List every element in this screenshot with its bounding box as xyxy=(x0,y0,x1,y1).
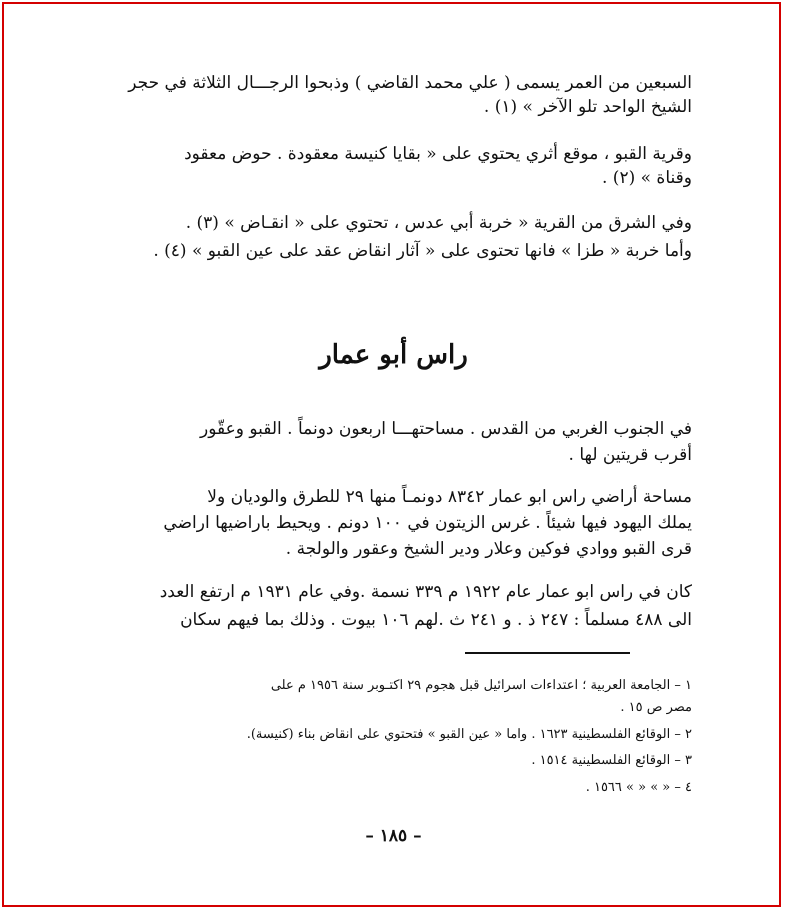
population-paragraph-line-2: الى ٤٨٨ مسلماً : ٢٤٧ ذ . و ٢٤١ ث .لهم ١٠٦ بيوت . وذلك بما فيهم سكان xyxy=(180,610,692,630)
east-paragraph-line-1: وفي الشرق من القرية « خربة أبي عدس ، تحتوي على « انقـاض » (٣) . xyxy=(185,213,692,233)
qabu-paragraph-line-2: وقناة » (٢) . xyxy=(602,168,692,188)
footnote-1-line-1: ١ – الجامعة العربية ؛ اعتداءات اسرائيل قبل هجوم ٢٩ اكتـوبر سنة ١٩٥٦ م على xyxy=(270,678,692,693)
area-paragraph-line-3: قرى القبو ووادي فوكين وعلار ودير الشيخ وعقور والولجة . xyxy=(285,539,692,559)
area-paragraph-line-1: مساحة أراضي راس ابو عمار ٨٣٤٢ دونمـاً منها ٢٩ للطرق والوديان ولا xyxy=(207,487,692,507)
section-heading: راس أبو عمار xyxy=(319,340,468,370)
area-paragraph-line-2: يملك اليهود فيها شيئاً . غرس الزيتون في ١٠٠ دونم . ويحيط باراضيها اراضي xyxy=(163,513,692,533)
page-number: – ١٨٥ – xyxy=(365,826,422,846)
footnote-1-line-2: مصر ص ١٥ . xyxy=(620,700,692,715)
footnote-separator xyxy=(465,652,630,654)
footnote-2: ٢ – الوقائع الفلسطينية ١٦٢٣ . واما « عين القبو » فتحتوي على انقاض بناء (كنيسة). xyxy=(246,727,692,742)
footnote-3: ٣ – الوقائع الفلسطينية ١٥١٤ . xyxy=(531,753,692,768)
east-paragraph-line-2: وأما خربة « طزا » فانها تحتوى على « آثار انقاض عقد على عين القبو » (٤) . xyxy=(153,241,692,261)
qabu-paragraph-line-1: وقرية القبو ، موقع أثري يحتوي على « بقايا كنيسة معقودة . حوض معقود xyxy=(184,144,692,164)
footnote-4: ٤ – « » « » ١٥٦٦ . xyxy=(585,780,692,795)
top-paragraph-line-2: الشيخ الواحد تلو الآخر » (١) . xyxy=(483,97,692,117)
top-paragraph-line-1: السبعين من العمر يسمى ( علي محمد القاضي ) وذبحوا الرجـــال الثلاثة في حجر xyxy=(128,73,692,93)
location-paragraph-line-2: أقرب قريتين لها . xyxy=(568,445,692,465)
location-paragraph-line-1: في الجنوب الغربي من القدس . مساحتهـــا اربعون دونماً . القبو وعقّور xyxy=(199,419,692,439)
population-paragraph-line-1: كان في راس ابو عمار عام ١٩٢٢ م ٣٣٩ نسمة .وفي عام ١٩٣١ م ارتفع العدد xyxy=(159,582,692,602)
